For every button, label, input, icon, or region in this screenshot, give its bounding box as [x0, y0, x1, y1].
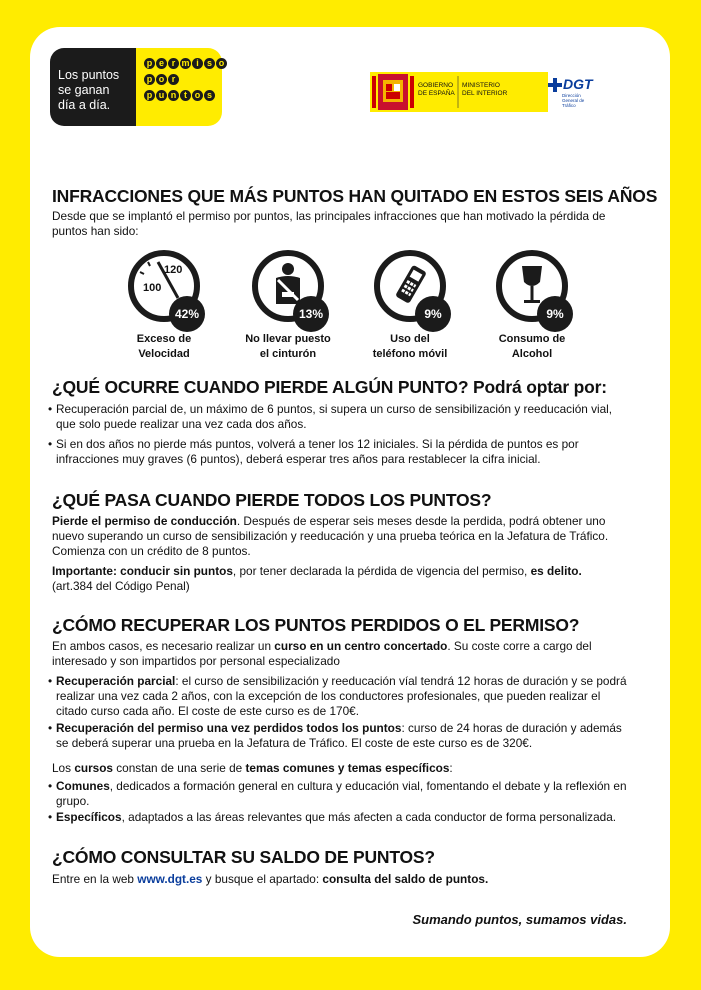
logo-letter: i	[192, 58, 203, 69]
dgt-subtitle: Dirección General de Tráfico	[562, 93, 585, 108]
bullet-recuperacion-parcial-curso: • Recuperación parcial: el curso de sensibilización y reeducación víal tendrá 12 horas de duración y se podrá realizar una vez cada 2 años, con la excepción de los conductores profesionales, que pueden realizar el citado curso cada año. El coste de este curso es de 170€.	[48, 674, 627, 718]
bold-text: temas comunes y temas específicos	[245, 761, 450, 775]
bold-text: Pierde el permiso de conducción	[52, 514, 237, 528]
gobierno-label: GOBIERNO DE ESPAÑA	[418, 82, 455, 97]
bullet-dos-anos: • Si en dos años no pierde más puntos, volverá a tener los 12 iniciales. Si la pérdida de puntos es por infracciones muy graves (6 puntos), deberá esperar tres años para restablecer la cifra inicial.	[48, 437, 628, 467]
logo-letter: p	[144, 90, 155, 101]
section-title-infracciones: INFRACCIONES QUE MÁS PUNTOS HAN QUITADO EN ESTOS SEIS AÑOS	[52, 186, 658, 206]
permiso-por-puntos-logo	[136, 48, 225, 126]
bullet-text: , adaptados a las áreas relevantes que más afecten a cada conductor de forma personalizada.	[121, 810, 617, 824]
logo-dark-block	[50, 48, 138, 126]
logo-letter: o	[192, 90, 203, 101]
bullet-text: Recuperación parcial de, un máximo de 6 puntos, si supera un curso de sensibilización y reeducación vial, que solo puede realizar una vez cada dos años.	[56, 402, 613, 431]
bold-text: consulta del saldo de puntos.	[322, 872, 489, 886]
pct-badge: 42%	[169, 296, 205, 332]
consultar-paragraph	[52, 872, 622, 887]
dgt-label: DGT	[563, 76, 593, 92]
bold-text: Recuperación parcial	[56, 674, 176, 688]
infraction-caption	[360, 332, 460, 362]
bold-text: Específicos	[56, 810, 122, 824]
paragraph-text: Los	[52, 761, 75, 775]
paragraph-text: . Después de esperar seis meses desde la perdida, podrá obtener uno nuevo superando un curso de sensibilización y reeducación y una prueba teórica en la Jefatura de Tráfico. Comienza con un crédito de 8 puntos.	[52, 514, 609, 558]
caption-line-1: Consumo de	[498, 333, 566, 345]
section-title-consultar-saldo: ¿CÓMO CONSULTAR SU SALDO DE PUNTOS?	[52, 847, 435, 867]
bold-text: Comunes	[56, 779, 110, 793]
logo-letter: e	[156, 58, 167, 69]
logo-letter: p	[144, 58, 155, 69]
pct-badge: 9%	[415, 296, 451, 332]
bullet-recuperacion-permiso: • Recuperación del permiso una vez perdidos todos los puntos: curso de 24 horas de duración y además se deberá superar una prueba en la Jefatura de Tráfico. El coste de este curso es de 320€.	[48, 721, 622, 750]
paragraph-text: (art.384 del Código Penal)	[52, 579, 190, 593]
slogan: Sumando puntos, sumamos vidas.	[412, 912, 627, 927]
speed-120: 120	[164, 264, 183, 276]
bullet-recuperacion-parcial: • Recuperación parcial de, un máximo de 6 puntos, si supera un curso de sensibilización y reeducación vial, que solo puede realizar una vez cada dos años.	[48, 402, 628, 432]
caption-line-1: No llevar puesto	[245, 333, 331, 345]
logo-word-permiso	[144, 58, 227, 69]
bullet-especificos: • Específicos, adaptados a las áreas relevantes que más afecten a cada conductor de forma personalizada.	[48, 810, 617, 824]
section-title-pierde-algun-punto: ¿QUÉ OCURRE CUANDO PIERDE ALGÚN PUNTO? Podrá optar por:	[52, 377, 607, 397]
section-title-como-recuperar: ¿CÓMO RECUPERAR LOS PUNTOS PERDIDOS O EL PERMISO?	[52, 615, 580, 635]
paragraph-text: , por tener declarada la pérdida de vigencia del permiso,	[232, 564, 531, 578]
section-title-pierde-todos: ¿QUÉ PASA CUANDO PIERDE TODOS LOS PUNTOS?	[52, 490, 492, 510]
bullet-comunes: • Comunes, dedicados a formación general en cultura y educación vial, fomentando el debate y la reflexión en grupo.	[48, 779, 627, 808]
paragraph-text: y busque el apartado:	[202, 872, 323, 886]
bold-text: es delito.	[530, 564, 582, 578]
caption-line-1: Exceso de	[136, 333, 192, 345]
bold-text: Recuperación del permiso una vez perdidos todos los puntos	[56, 721, 402, 735]
bullet-text: Si en dos años no pierde más puntos, volverá a tener los 12 iniciales. Si la pérdida de puntos es por infracciones muy graves (6 puntos), deberá esperar tres años para restablecer la cifra inicial.	[56, 437, 579, 466]
logo-letter: m	[181, 58, 190, 68]
logo-letter: s	[204, 58, 215, 69]
pierde-permiso-paragraph	[52, 514, 622, 559]
caption-line-2: Alcohol	[511, 348, 553, 360]
paragraph-text: :	[449, 761, 453, 775]
ambos-casos-paragraph	[52, 639, 622, 669]
logo-tagline-1: Los puntos	[58, 68, 120, 82]
infraction-caption	[238, 332, 338, 362]
caption-line-2: Velocidad	[138, 348, 190, 360]
logo-letter: s	[204, 90, 215, 101]
dgt-logo	[548, 74, 593, 110]
infraction-caption	[482, 332, 582, 362]
bullet-text: , dedicados a formación general en cultura y educación vial, fomentando el debate y la reflexión en grupo.	[56, 779, 627, 808]
ministerio-label: MINISTERIO DEL INTERIOR	[462, 82, 508, 97]
paragraph-text: . Su coste corre a cargo del interesado y son impartidos por personal especializado	[52, 639, 592, 668]
logo-letter: o	[156, 74, 167, 85]
speed-100: 100	[143, 282, 162, 294]
bold-text: Importante: conducir sin puntos	[52, 564, 233, 578]
importante-paragraph	[52, 564, 622, 594]
caption-line-2: teléfono móvil	[372, 348, 448, 360]
infraction-caption	[114, 332, 214, 362]
dgt-cross-icon	[548, 78, 562, 92]
pct-badge: 13%	[293, 296, 329, 332]
bullet-text: : curso de 24 horas de duración y además se deberá superar una prueba en la Jefatura de Tráfico. El coste de este curso es de 320€.	[56, 721, 622, 750]
logo-letter: r	[168, 58, 179, 69]
logo-word-puntos	[144, 90, 215, 101]
logo-tagline-2: se ganan	[58, 83, 110, 97]
logo-letter: r	[168, 74, 179, 85]
caption-line-1: Uso del	[390, 333, 430, 345]
bold-text: cursos	[74, 761, 113, 775]
logo-tagline-3: día a día.	[58, 98, 111, 112]
government-logos	[370, 70, 593, 116]
logo-letter: t	[180, 90, 191, 101]
paragraph-text: constan de una serie de	[113, 761, 246, 775]
logo-letter: u	[156, 90, 167, 101]
section-intro: Desde que se implantó el permiso por puntos, las principales infracciones que han motivado la pérdida de puntos han sido:	[52, 209, 606, 238]
bold-text: curso en un centro concertado	[274, 639, 448, 653]
cursos-paragraph	[52, 761, 622, 776]
bullet-text: : el curso de sensibilización y reeducación víal tendrá 12 horas de duración y se podrá realizar una vez cada 2 años, con la excepción de los conductores profesionales, que pueden realizar el citado curso cada año. El coste de este curso es de 170€.	[56, 674, 627, 718]
pct-badge: 9%	[537, 296, 573, 332]
caption-line-2: el cinturón	[259, 348, 317, 360]
logo-letter: o	[216, 58, 227, 69]
dgt-website-link[interactable]: www.dgt.es	[137, 872, 203, 886]
paragraph-text: En ambos casos, es necesario realizar un	[52, 639, 275, 653]
logo-letter: p	[144, 74, 155, 85]
paragraph-text: Entre en la web	[52, 872, 138, 886]
logo-letter: n	[168, 90, 179, 101]
logo-word-por	[144, 74, 179, 85]
